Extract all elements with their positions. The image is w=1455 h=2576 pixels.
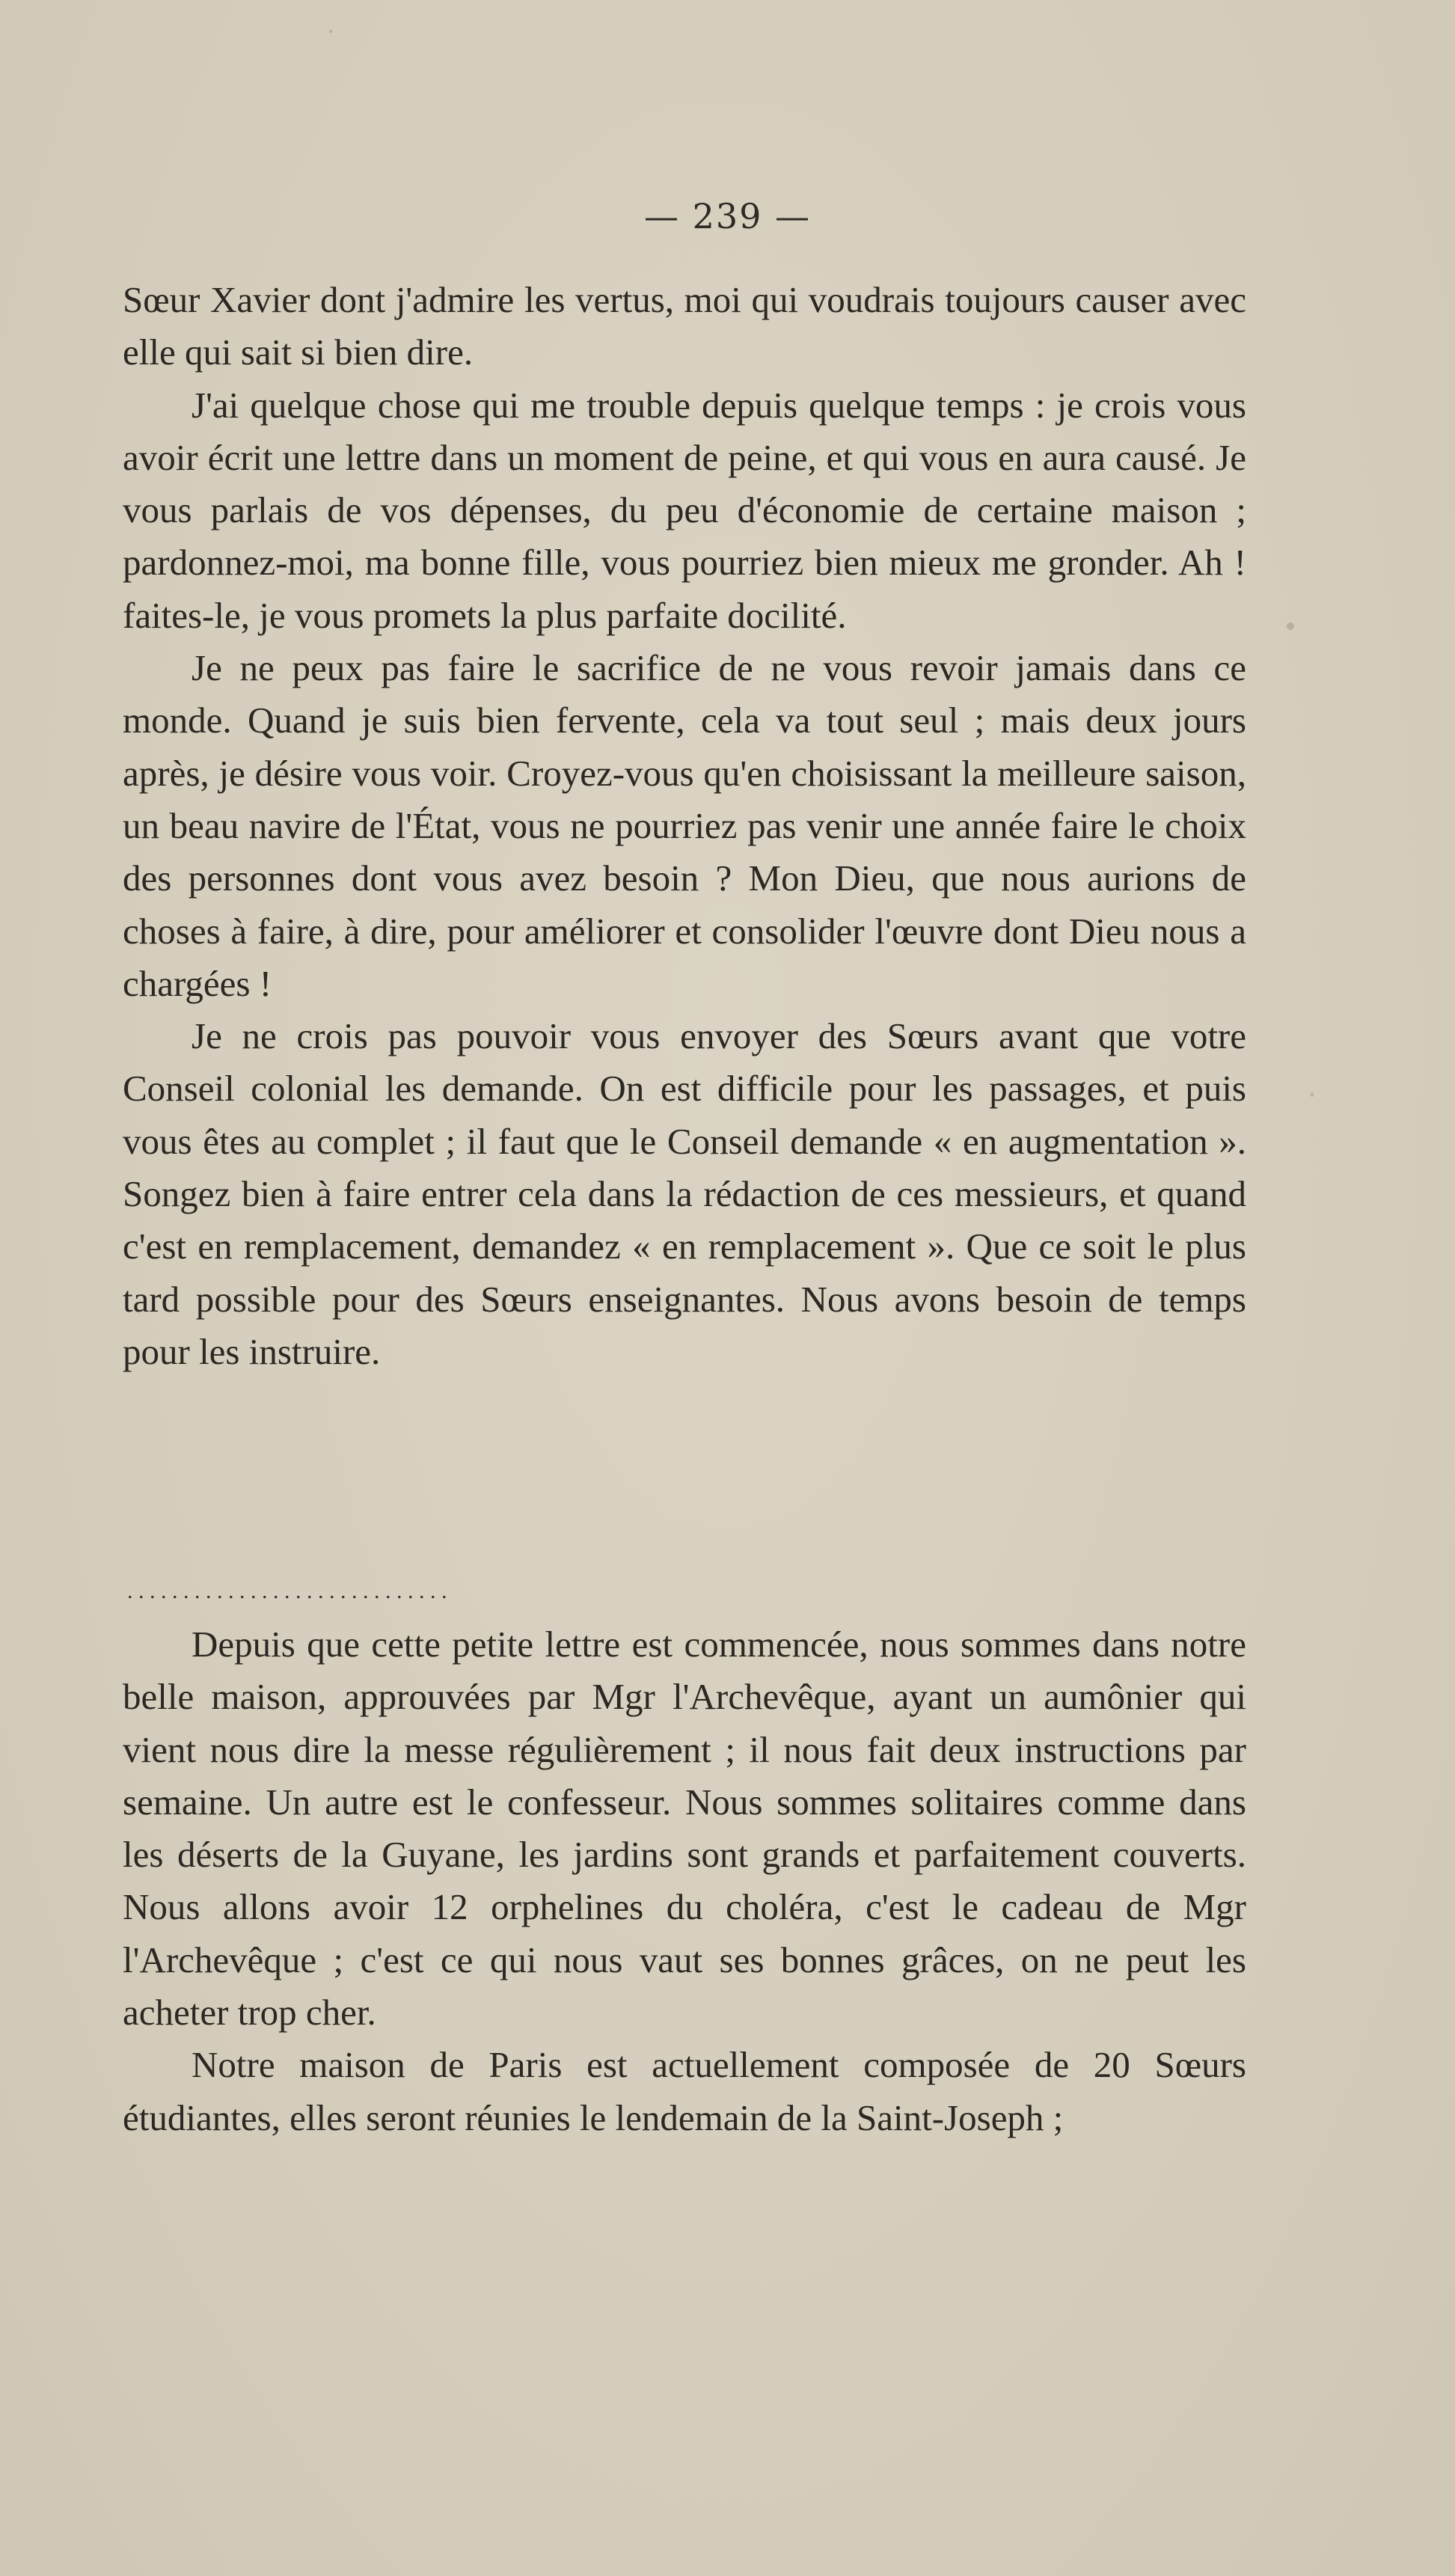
paragraph: Sœur Xavier dont j'admire les vertus, moi qui voudrais toujours causer avec elle qui sait si bien dire. xyxy=(123,279,1246,373)
paragraph: Depuis que cette petite lettre est commencée, nous sommes dans notre belle maison, approuvées par Mgr l'Archevêque, ayant un aumônier qui vient nous dire la messe régulièrement ; il nous fait deux instructions par semaine. Un autre est le confesseur. Nous sommes solitaires comme dans les déserts de la Guyane, les jardins sont grands et parfaitement couverts. Nous allons avoir 12 orphelines du choléra, c'est le cadeau de Mgr l'Archevêque ; c'est ce qui nous vaut ses bonnes grâces, on ne peut les acheter trop cher. xyxy=(123,1624,1246,2034)
paragraph: Je ne peux pas faire le sacrifice de ne vous revoir jamais dans ce monde. Quand je suis bien fervente, cela va tout seul ; mais deux jours après, je désire vous voir. Croyez-vous qu'en choisissant la meilleure saison, un beau navire de l'État, vous ne pourriez pas venir une année faire le choix des personnes dont vous avez besoin ? Mon Dieu, que nous aurions de choses à faire, à dire, pour améliorer et consolider l'œuvre dont Dieu nous a chargées ! xyxy=(123,647,1246,1004)
paragraph: J'ai quelque chose qui me trouble depuis quelque temps : je crois vous avoir écrit une lettre dans un moment de peine, et qui vous en aura causé. Je vous parlais de vos dépenses, du peu d'économie de certaine maison ; pardonnez-moi, ma bonne fille, vous pourriez bien mieux me gronder. Ah ! faites-le, je vous promets la plus parfaite docilité. xyxy=(123,384,1246,636)
ellipsis-separator: . . . . . . . . . . . . . . . . . . . . . . . . . . . . . xyxy=(127,1579,447,1603)
text-block-top xyxy=(123,274,1246,1378)
paper-speck xyxy=(329,30,332,33)
text-block-bottom xyxy=(123,1618,1246,2144)
paragraph: Je ne crois pas pouvoir vous envoyer des Sœurs avant que votre Conseil colonial les demande. On est difficile pour les passages, et puis vous êtes au complet ; il faut que le Conseil demande « en augmentation ». Songez bien à faire entrer cela dans la rédaction de ces messieurs, et quand c'est en remplacement, demandez « en remplacement ». Que ce soit le plus tard possible pour des Sœurs enseignantes. Nous avons besoin de temps pour les instruire. xyxy=(123,1015,1246,1372)
paragraph: Notre maison de Paris est actuellement composée de 20 Sœurs étudiantes, elles seront réunies le lendemain de la Saint-Joseph ; xyxy=(123,2044,1246,2138)
paper-speck xyxy=(1311,1092,1314,1097)
paper-speck xyxy=(1287,622,1294,630)
page-number: — 239 — xyxy=(643,196,812,236)
